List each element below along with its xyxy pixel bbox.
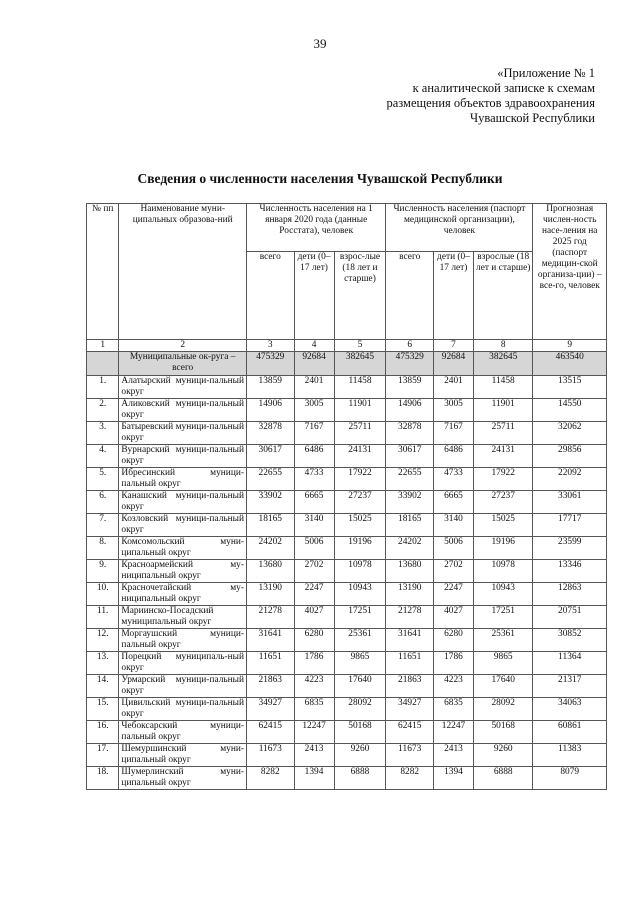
population-value: 17717 bbox=[533, 514, 607, 537]
table-row bbox=[87, 399, 607, 422]
population-value: 13680 bbox=[386, 560, 434, 583]
population-value: 24202 bbox=[386, 537, 434, 560]
population-value: 2413 bbox=[294, 744, 334, 767]
population-value: 6280 bbox=[434, 629, 474, 652]
population-value: 8282 bbox=[386, 767, 434, 790]
row-number: 8. bbox=[87, 537, 119, 560]
population-value: 19196 bbox=[473, 537, 532, 560]
header-forecast-2025: Прогнозная числен-ность насе-ления на 2025 год (паспорт медицин-ской организа-ции) – все-го, человек bbox=[533, 204, 607, 340]
population-value: 17251 bbox=[473, 606, 532, 629]
population-value: 4027 bbox=[294, 606, 334, 629]
row-number: 18. bbox=[87, 767, 119, 790]
population-value: 2702 bbox=[294, 560, 334, 583]
header-children: дети (0–17 лет) bbox=[434, 252, 474, 340]
population-value: 2247 bbox=[434, 583, 474, 606]
municipality-name: Порецкий муниципаль-ный округ bbox=[119, 652, 247, 675]
header-total: всего bbox=[386, 252, 434, 340]
population-value: 17251 bbox=[334, 606, 386, 629]
population-value: 17640 bbox=[334, 675, 386, 698]
population-value: 6888 bbox=[334, 767, 386, 790]
population-value: 60861 bbox=[533, 721, 607, 744]
population-value: 12247 bbox=[434, 721, 474, 744]
population-value: 31641 bbox=[386, 629, 434, 652]
total-row-cell: 475329 bbox=[386, 352, 434, 376]
population-value: 9865 bbox=[473, 652, 532, 675]
population-value: 21863 bbox=[386, 675, 434, 698]
population-value: 11651 bbox=[246, 652, 294, 675]
municipality-name: Красночетайский му-ниципальный округ bbox=[119, 583, 247, 606]
population-value: 6835 bbox=[294, 698, 334, 721]
column-index-row bbox=[87, 340, 607, 352]
table-row bbox=[87, 422, 607, 445]
total-row-label: Муниципальные ок-руга – всего bbox=[119, 352, 247, 376]
population-value: 14906 bbox=[246, 399, 294, 422]
population-value: 27237 bbox=[334, 491, 386, 514]
header-passport-group: Численность населения (паспорт медицинской организации), человек bbox=[386, 204, 533, 252]
header-total: всего bbox=[246, 252, 294, 340]
population-value: 1786 bbox=[294, 652, 334, 675]
row-number: 1. bbox=[87, 376, 119, 399]
population-value: 4223 bbox=[434, 675, 474, 698]
population-value: 1394 bbox=[294, 767, 334, 790]
population-value: 22655 bbox=[246, 468, 294, 491]
population-table bbox=[86, 203, 607, 790]
population-value: 24202 bbox=[246, 537, 294, 560]
header-number: № пп bbox=[87, 204, 119, 340]
column-index-cell: 7 bbox=[434, 340, 474, 352]
population-value: 2401 bbox=[434, 376, 474, 399]
population-value: 25711 bbox=[334, 422, 386, 445]
municipality-name: Красноармейский му-ниципальный округ bbox=[119, 560, 247, 583]
municipality-name: Моргаушский муници-пальный округ bbox=[119, 629, 247, 652]
municipality-name: Вурнарский муници-пальный округ bbox=[119, 445, 247, 468]
population-value: 18165 bbox=[386, 514, 434, 537]
row-number: 3. bbox=[87, 422, 119, 445]
table-row bbox=[87, 629, 607, 652]
municipality-name: Комсомольский муни-ципальный округ bbox=[119, 537, 247, 560]
population-value: 24131 bbox=[334, 445, 386, 468]
population-value: 11651 bbox=[386, 652, 434, 675]
population-value: 6888 bbox=[473, 767, 532, 790]
municipality-name: Батыревский муници-пальный округ bbox=[119, 422, 247, 445]
population-value: 6835 bbox=[434, 698, 474, 721]
population-value: 30617 bbox=[386, 445, 434, 468]
table-row bbox=[87, 675, 607, 698]
population-value: 15025 bbox=[334, 514, 386, 537]
population-value: 3140 bbox=[434, 514, 474, 537]
population-value: 1394 bbox=[434, 767, 474, 790]
population-value: 3140 bbox=[294, 514, 334, 537]
table-row bbox=[87, 537, 607, 560]
population-value: 11673 bbox=[246, 744, 294, 767]
population-value: 34063 bbox=[533, 698, 607, 721]
population-value: 9260 bbox=[334, 744, 386, 767]
population-value: 13859 bbox=[246, 376, 294, 399]
row-number: 6. bbox=[87, 491, 119, 514]
population-value: 7167 bbox=[434, 422, 474, 445]
population-value: 13680 bbox=[246, 560, 294, 583]
municipality-name: Шемуршинский муни-ципальный округ bbox=[119, 744, 247, 767]
table-row bbox=[87, 491, 607, 514]
population-value: 33902 bbox=[246, 491, 294, 514]
table-row bbox=[87, 698, 607, 721]
row-number: 17. bbox=[87, 744, 119, 767]
population-value: 15025 bbox=[473, 514, 532, 537]
population-value: 11458 bbox=[334, 376, 386, 399]
population-value: 32878 bbox=[386, 422, 434, 445]
population-value: 50168 bbox=[334, 721, 386, 744]
row-number: 12. bbox=[87, 629, 119, 652]
header-rosstat-group: Численность населения на 1 января 2020 года (данные Росстата), человек bbox=[246, 204, 385, 252]
population-value: 6665 bbox=[434, 491, 474, 514]
population-value: 30617 bbox=[246, 445, 294, 468]
header-adults: взрос-лые (18 лет и старше) bbox=[334, 252, 386, 340]
population-value: 6665 bbox=[294, 491, 334, 514]
population-value: 21278 bbox=[386, 606, 434, 629]
page-number: 39 bbox=[313, 36, 327, 51]
population-value: 10978 bbox=[334, 560, 386, 583]
population-value: 14906 bbox=[386, 399, 434, 422]
population-value: 2702 bbox=[434, 560, 474, 583]
population-value: 7167 bbox=[294, 422, 334, 445]
population-value: 25361 bbox=[473, 629, 532, 652]
population-value: 12247 bbox=[294, 721, 334, 744]
municipality-name: Шумерлинский муни-ципальный округ bbox=[119, 767, 247, 790]
column-index-cell: 9 bbox=[533, 340, 607, 352]
header-municipality: Наименование муни-ципальных образова-ний bbox=[119, 204, 247, 340]
population-value: 33061 bbox=[533, 491, 607, 514]
appendix-line: размещения объектов здравоохранения bbox=[386, 96, 595, 110]
table-row bbox=[87, 468, 607, 491]
population-value: 6486 bbox=[434, 445, 474, 468]
municipality-name: Цивильский муници-пальный округ bbox=[119, 698, 247, 721]
population-value: 62415 bbox=[386, 721, 434, 744]
appendix-note bbox=[330, 66, 595, 126]
population-value: 4223 bbox=[294, 675, 334, 698]
population-value: 22655 bbox=[386, 468, 434, 491]
population-value: 4733 bbox=[434, 468, 474, 491]
population-value: 25711 bbox=[473, 422, 532, 445]
table-row bbox=[87, 606, 607, 629]
table-row bbox=[87, 376, 607, 399]
population-value: 33902 bbox=[386, 491, 434, 514]
row-number: 16. bbox=[87, 721, 119, 744]
row-number: 14. bbox=[87, 675, 119, 698]
municipality-name: Мариинско-Посадский муниципальный округ bbox=[119, 606, 247, 629]
population-value: 19196 bbox=[334, 537, 386, 560]
population-value: 32062 bbox=[533, 422, 607, 445]
appendix-line: к аналитической записке к схемам bbox=[412, 81, 595, 95]
population-value: 9865 bbox=[334, 652, 386, 675]
column-index-cell: 1 bbox=[87, 340, 119, 352]
population-value: 50168 bbox=[473, 721, 532, 744]
document-title: Сведения о численности населения Чувашской Республики bbox=[137, 171, 503, 186]
population-value: 31641 bbox=[246, 629, 294, 652]
total-row-cell: 475329 bbox=[246, 352, 294, 376]
population-value: 13346 bbox=[533, 560, 607, 583]
population-value: 10978 bbox=[473, 560, 532, 583]
table-row bbox=[87, 583, 607, 606]
population-value: 14550 bbox=[533, 399, 607, 422]
municipality-name: Чебоксарский муници-пальный округ bbox=[119, 721, 247, 744]
column-index-cell: 5 bbox=[334, 340, 386, 352]
table-row bbox=[87, 767, 607, 790]
population-value: 23599 bbox=[533, 537, 607, 560]
total-row-cell: 92684 bbox=[294, 352, 334, 376]
population-value: 5006 bbox=[294, 537, 334, 560]
population-value: 17922 bbox=[334, 468, 386, 491]
population-value: 4027 bbox=[434, 606, 474, 629]
population-value: 18165 bbox=[246, 514, 294, 537]
column-index-cell: 6 bbox=[386, 340, 434, 352]
population-value: 13190 bbox=[246, 583, 294, 606]
population-value: 11901 bbox=[334, 399, 386, 422]
population-value: 11383 bbox=[533, 744, 607, 767]
total-row-cell: 463540 bbox=[533, 352, 607, 376]
population-value: 28092 bbox=[473, 698, 532, 721]
population-value: 21317 bbox=[533, 675, 607, 698]
population-value: 32878 bbox=[246, 422, 294, 445]
column-index-cell: 8 bbox=[473, 340, 532, 352]
total-row-cell: 382645 bbox=[473, 352, 532, 376]
population-value: 28092 bbox=[334, 698, 386, 721]
population-value: 11458 bbox=[473, 376, 532, 399]
table-row bbox=[87, 445, 607, 468]
population-value: 9260 bbox=[473, 744, 532, 767]
population-value: 34927 bbox=[246, 698, 294, 721]
population-value: 17922 bbox=[473, 468, 532, 491]
municipality-name: Аликовский муници-пальный округ bbox=[119, 399, 247, 422]
total-row-cell: 92684 bbox=[434, 352, 474, 376]
row-number: 9. bbox=[87, 560, 119, 583]
table-row bbox=[87, 560, 607, 583]
population-value: 13190 bbox=[386, 583, 434, 606]
population-value: 5006 bbox=[434, 537, 474, 560]
population-value: 2401 bbox=[294, 376, 334, 399]
population-value: 3005 bbox=[294, 399, 334, 422]
population-value: 25361 bbox=[334, 629, 386, 652]
population-value: 34927 bbox=[386, 698, 434, 721]
row-number: 4. bbox=[87, 445, 119, 468]
population-value: 3005 bbox=[434, 399, 474, 422]
municipality-name: Козловский муници-пальный округ bbox=[119, 514, 247, 537]
population-value: 11901 bbox=[473, 399, 532, 422]
municipality-name: Ибресинский муници-пальный округ bbox=[119, 468, 247, 491]
population-value: 6486 bbox=[294, 445, 334, 468]
population-value: 21863 bbox=[246, 675, 294, 698]
total-row bbox=[87, 352, 607, 376]
row-number: 15. bbox=[87, 698, 119, 721]
municipality-name: Урмарский муници-пальный округ bbox=[119, 675, 247, 698]
header-children: дети (0–17 лет) bbox=[294, 252, 334, 340]
total-row-cell: 382645 bbox=[334, 352, 386, 376]
population-value: 12863 bbox=[533, 583, 607, 606]
row-number: 5. bbox=[87, 468, 119, 491]
table-row bbox=[87, 721, 607, 744]
row-number: 2. bbox=[87, 399, 119, 422]
population-value: 11673 bbox=[386, 744, 434, 767]
population-value: 8079 bbox=[533, 767, 607, 790]
population-value: 1786 bbox=[434, 652, 474, 675]
table-body bbox=[87, 340, 607, 790]
population-value: 2247 bbox=[294, 583, 334, 606]
population-value: 11364 bbox=[533, 652, 607, 675]
population-value: 10943 bbox=[473, 583, 532, 606]
population-value: 62415 bbox=[246, 721, 294, 744]
population-value: 24131 bbox=[473, 445, 532, 468]
column-index-cell: 3 bbox=[246, 340, 294, 352]
population-value: 20751 bbox=[533, 606, 607, 629]
municipality-name: Канашский муници-пальный округ bbox=[119, 491, 247, 514]
population-value: 29856 bbox=[533, 445, 607, 468]
row-number: 11. bbox=[87, 606, 119, 629]
population-value: 30852 bbox=[533, 629, 607, 652]
row-number: 7. bbox=[87, 514, 119, 537]
column-index-cell: 2 bbox=[119, 340, 247, 352]
population-value: 21278 bbox=[246, 606, 294, 629]
column-index-cell: 4 bbox=[294, 340, 334, 352]
appendix-line: «Приложение № 1 bbox=[497, 66, 595, 80]
appendix-line: Чувашской Республики bbox=[469, 111, 595, 125]
population-value: 17640 bbox=[473, 675, 532, 698]
population-value: 6280 bbox=[294, 629, 334, 652]
population-value: 8282 bbox=[246, 767, 294, 790]
municipality-name: Алатырский муници-пальный округ bbox=[119, 376, 247, 399]
population-value: 2413 bbox=[434, 744, 474, 767]
header-adults: взрослые (18 лет и старше) bbox=[473, 252, 532, 340]
table-row bbox=[87, 514, 607, 537]
population-value: 10943 bbox=[334, 583, 386, 606]
population-value: 13859 bbox=[386, 376, 434, 399]
table-row bbox=[87, 652, 607, 675]
population-value: 4733 bbox=[294, 468, 334, 491]
population-value: 27237 bbox=[473, 491, 532, 514]
population-value: 13515 bbox=[533, 376, 607, 399]
total-row-cell bbox=[87, 352, 119, 376]
row-number: 13. bbox=[87, 652, 119, 675]
row-number: 10. bbox=[87, 583, 119, 606]
table-row bbox=[87, 744, 607, 767]
population-value: 22092 bbox=[533, 468, 607, 491]
